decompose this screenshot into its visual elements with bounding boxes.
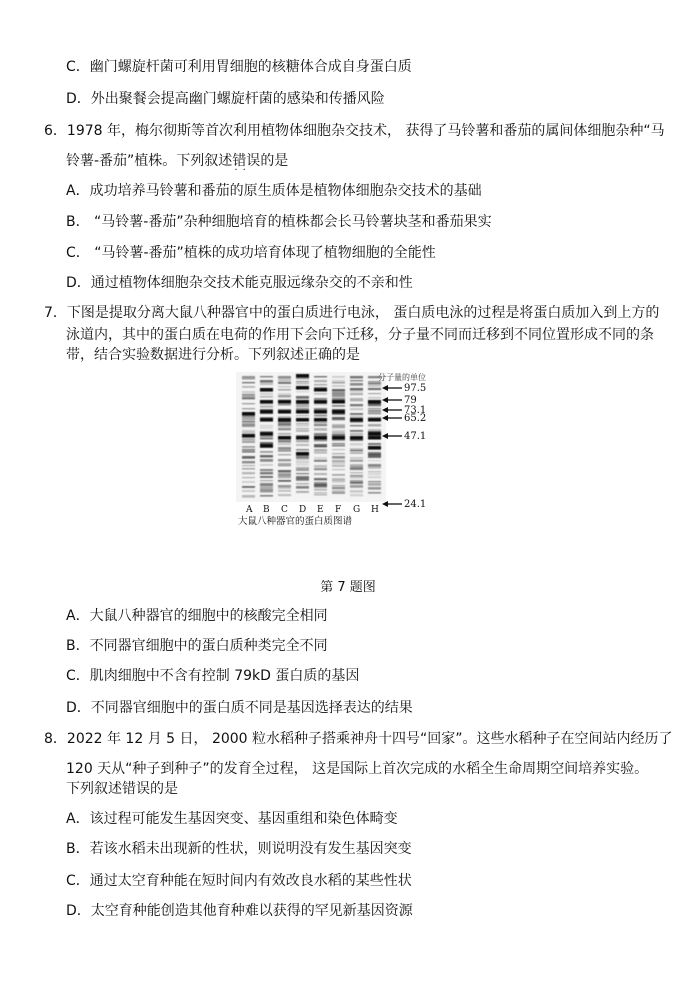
gel-band: [242, 391, 255, 393]
gel-band: [242, 495, 255, 498]
gel-band: [278, 454, 291, 455]
gel-band: [242, 451, 255, 453]
gel-band: [278, 477, 291, 479]
gel-band: [278, 428, 291, 430]
gel-band: [242, 490, 255, 492]
gel-band-strong: [368, 432, 381, 436]
gel-band: [332, 474, 345, 476]
gel-band: [368, 429, 381, 431]
gel-band: [242, 446, 255, 448]
gel-band: [350, 475, 363, 477]
gel-band: [332, 376, 345, 378]
marker-label: 97.5: [404, 383, 427, 394]
gel-band: [368, 492, 381, 494]
gel-band: [278, 494, 291, 496]
gel-band: [332, 398, 345, 400]
gel-band: [278, 443, 291, 445]
gel-band: [368, 443, 381, 445]
gel-band: [314, 482, 327, 484]
gel-band-strong: [260, 400, 273, 404]
q8-option-b: B．若该水稻未出现新的性状，则说明没有发生基因突变: [66, 841, 412, 857]
gel-band-strong: [314, 400, 327, 404]
gel-band-strong: [368, 400, 381, 404]
gel-band-strong: [332, 436, 345, 440]
gel-band: [368, 481, 381, 482]
q6-option-a: A．成功培养马铃薯和番茄的原生质体是植物体细胞杂交技术的基础: [66, 183, 482, 199]
marker-arrow: [388, 388, 402, 504]
gel-band: [332, 389, 345, 392]
gel-band-strong: [314, 388, 327, 392]
gel-band: [332, 405, 345, 407]
gel-band: [278, 386, 291, 387]
gel-band: [296, 444, 309, 446]
gel-band: [368, 383, 381, 384]
gel-band: [242, 382, 255, 383]
gel-band: [350, 408, 363, 410]
gel-band: [242, 430, 255, 432]
gel-band: [350, 404, 363, 406]
gel-band: [242, 472, 255, 474]
gel-band: [278, 463, 291, 465]
gel-band: [332, 465, 345, 467]
gel-band: [368, 456, 381, 458]
marker-label: 73.1: [404, 405, 427, 416]
gel-band: [242, 386, 255, 388]
gel-band-strong: [314, 418, 327, 422]
q8-stem-line1: 8．2022 年 12 月 5 日， 2000 粒水稻种子搭乘神舟十四号“回家”。这些水稻种子在空间站内经历了: [44, 731, 673, 747]
gel-band-strong: [296, 436, 309, 440]
gel-band: [332, 485, 345, 486]
gel-band-strong: [332, 410, 345, 414]
gel-band: [242, 461, 255, 463]
gel-band: [278, 423, 291, 426]
gel-band: [332, 392, 345, 394]
gel-band: [260, 469, 273, 471]
gel-band: [296, 476, 309, 478]
q7-option-c: C．肌肉细胞中不含有控制 79kD 蛋白质的基因: [66, 668, 360, 684]
gel-band-strong: [314, 410, 327, 414]
gel-band: [332, 419, 345, 420]
gel-band: [314, 460, 327, 462]
gel-band: [278, 382, 291, 384]
gel-band: [332, 492, 345, 494]
q6-stem-text: 铃薯-番茄”植株。下列叙述: [66, 153, 233, 169]
gel-band: [260, 442, 273, 444]
gel-band: [368, 471, 381, 472]
q5-option-d: D．外出聚餐会提高幽门螺旋杆菌的感染和传播风险: [66, 91, 385, 107]
q6-stem-line1: 6．1978 年，梅尔彻斯等首次利用植物体细胞杂交技术， 获得了马铃薯和番茄的属间体细胞杂种“马: [44, 123, 665, 139]
gel-band: [278, 487, 291, 489]
gel-band: [296, 461, 309, 463]
marker-label: 47.1: [404, 431, 427, 442]
gel-unit-label: 分子量的单位: [378, 373, 426, 382]
gel-band: [350, 393, 363, 395]
gel-band: [314, 473, 327, 475]
gel-band-strong: [350, 418, 363, 422]
lane-labels: [245, 505, 379, 515]
gel-band: [368, 483, 381, 486]
gel-band: [350, 452, 363, 454]
lane-label: H: [371, 505, 379, 515]
gel-band: [314, 446, 327, 447]
gel-band: [332, 480, 345, 483]
electrophoresis-gel-figure: [236, 372, 427, 528]
gel-band: [314, 404, 327, 405]
marker-label: 79: [404, 395, 417, 406]
gel-band: [278, 393, 291, 395]
gel-band-strong: [242, 434, 255, 438]
gel-band: [332, 396, 345, 398]
gel-band: [278, 465, 291, 466]
gel-band: [350, 460, 363, 462]
gel-band: [332, 487, 345, 489]
gel-band-strong: [260, 418, 273, 422]
gel-background: [236, 372, 386, 502]
gel-band: [368, 466, 381, 469]
gel-band: [242, 449, 255, 451]
q7-stem-line1: 7．下图是提取分离大鼠八种器官中的蛋白质进行电泳， 蛋白质电泳的过程是将蛋白质加入到上方的: [44, 305, 660, 321]
gel-band: [260, 476, 273, 478]
gel-band-strong: [296, 386, 309, 390]
gel-band: [260, 438, 273, 439]
gel-band: [314, 393, 327, 395]
gel-band: [350, 398, 363, 400]
gel-band-strong: [260, 410, 273, 414]
lane-label: C: [281, 505, 288, 515]
gel-band: [368, 410, 381, 412]
gel-band: [242, 481, 255, 483]
gel-band: [296, 469, 309, 471]
lane-label: G: [353, 505, 361, 515]
lane-label: D: [299, 505, 307, 515]
gel-band: [260, 393, 273, 395]
marker-label: 24.1: [404, 499, 427, 510]
gel-band: [260, 406, 273, 407]
gel-band: [350, 485, 363, 488]
q6-option-b: B． “马铃薯-番茄”杂种细胞培育的植株都会长马铃薯块茎和番茄果实: [66, 214, 492, 230]
gel-band: [332, 385, 345, 387]
gel-band: [242, 398, 255, 399]
gel-band: [242, 486, 255, 488]
gel-band: [314, 492, 327, 494]
gel-band: [350, 457, 363, 459]
gel-band: [296, 425, 309, 426]
gel-band: [260, 487, 273, 489]
gel-band-strong: [296, 374, 309, 378]
gel-band: [314, 457, 327, 460]
gel-band: [368, 454, 381, 456]
gel-band: [260, 485, 273, 487]
gel-band-strong: [296, 410, 309, 414]
gel-band: [368, 393, 381, 394]
gel-band: [260, 491, 273, 493]
gel-band: [296, 378, 309, 379]
q7-stem-line2: 泳道内，其中的蛋白质在电荷的作用下会向下迁移，分子量不同而迁移到不同位置形成不同的条: [66, 327, 654, 343]
gel-band: [368, 487, 381, 490]
gel-band: [296, 423, 309, 424]
gel-band: [296, 428, 309, 429]
gel-band: [296, 449, 309, 451]
gel-band: [314, 380, 327, 382]
gel-band: [314, 424, 327, 426]
gel-band: [368, 476, 381, 478]
gel-band: [332, 443, 345, 444]
gel-band: [332, 456, 345, 459]
gel-band: [314, 486, 327, 488]
gel-band: [314, 478, 327, 480]
gel-band: [260, 384, 273, 385]
gel-band-strong: [242, 412, 255, 416]
gel-band: [278, 440, 291, 442]
q6-option-c: C． “马铃薯-番茄”植株的成功培育体现了植物细胞的全能性: [66, 245, 436, 261]
gel-band: [314, 494, 327, 495]
gel-band: [332, 460, 345, 462]
gel-band: [278, 376, 291, 379]
gel-band: [314, 465, 327, 467]
gel-band-strong: [260, 444, 273, 448]
gel-band-strong: [350, 436, 363, 440]
gel-band: [296, 440, 309, 442]
gel-band: [314, 433, 327, 435]
gel-band: [350, 490, 363, 493]
gel-band: [242, 425, 255, 427]
gel-band: [368, 388, 381, 390]
gel-band: [350, 464, 363, 466]
gel-band-strong: [314, 436, 327, 440]
gel-band: [314, 376, 327, 377]
gel-band: [242, 468, 255, 470]
gel-band: [296, 405, 309, 407]
gel-band: [278, 490, 291, 492]
gel-band-strong: [368, 436, 381, 440]
gel-band: [278, 426, 291, 427]
gel-band: [314, 428, 327, 431]
gel-band: [242, 394, 255, 396]
gel-band: [350, 380, 363, 381]
gel-band: [350, 416, 363, 418]
gel-band: [278, 450, 291, 452]
gel-band-strong: [296, 452, 309, 456]
q6-stem-line2: [66, 152, 288, 170]
marker-label: 65.2: [404, 413, 427, 424]
gel-band: [278, 379, 291, 382]
gel-band: [278, 470, 291, 472]
gel-band: [296, 491, 309, 493]
q8-option-d: D．太空育种能创造其他育种难以获得的罕见新基因资源: [66, 903, 413, 919]
q8-stem-line2: 120 天从“种子到种子”的发育全过程， 这是国际上首次完成的水稻全生命周期空间培养实验。: [66, 761, 649, 777]
gel-band-strong: [296, 418, 309, 422]
gel-band: [278, 395, 291, 397]
gel-band: [260, 396, 273, 398]
gel-band: [260, 427, 273, 429]
gel-band-strong: [278, 410, 291, 414]
gel-band: [242, 378, 255, 380]
gel-band: [278, 404, 291, 405]
q8-option-c: C．通过太空育种能在短时间内有效改良水稻的某些性状: [66, 873, 412, 889]
gel-band: [350, 433, 363, 435]
q7-stem-line3: 带，结合实验数据进行分析。下列叙述正确的是: [66, 347, 360, 363]
gel-band: [332, 453, 345, 454]
gel-band: [368, 404, 381, 406]
gel-band: [314, 398, 327, 400]
gel-band: [260, 472, 273, 474]
gel-band: [350, 443, 363, 446]
gel-band: [368, 424, 381, 427]
gel-band: [332, 445, 345, 446]
gel-figure-title: 大鼠八种器官的蛋白质图谱: [238, 516, 353, 527]
gel-band: [350, 376, 363, 378]
gel-band: [242, 396, 255, 398]
gel-band: [350, 425, 363, 426]
lane-label: E: [317, 505, 324, 515]
gel-band: [350, 468, 363, 470]
gel-band: [260, 495, 273, 497]
gel-band: [296, 381, 309, 382]
gel-band: [314, 489, 327, 490]
gel-band: [350, 413, 363, 415]
gel-band: [278, 389, 291, 391]
gel-band: [314, 415, 327, 417]
gel-band: [368, 412, 381, 414]
lane-label: B: [263, 505, 270, 515]
gel-band: [242, 376, 255, 378]
gel-band: [242, 441, 255, 443]
gel-band: [296, 415, 309, 416]
gel-band: [278, 459, 291, 461]
gel-band: [296, 473, 309, 474]
gel-band: [368, 408, 381, 409]
gel-band: [260, 451, 273, 453]
gel-band: [260, 455, 273, 457]
gel-band: [350, 450, 363, 451]
gel-band: [278, 485, 291, 487]
gel-band: [260, 480, 273, 481]
gel-band: [296, 430, 309, 432]
q8-option-a: A．该过程可能发生基因突变、基因重组和染色体畸变: [66, 811, 398, 827]
figure-caption: 第 7 题图: [320, 580, 376, 595]
lane-label: F: [335, 505, 342, 515]
gel-band: [242, 432, 255, 434]
q8-stem-line3: 下列叙述错误的是: [66, 781, 178, 797]
gel-band: [350, 383, 363, 386]
gel-band: [260, 425, 273, 426]
gel-band: [296, 464, 309, 466]
gel-band: [242, 421, 255, 422]
lane-label: A: [246, 505, 253, 515]
gel-band-strong: [332, 400, 345, 404]
gel-band: [314, 468, 327, 470]
q7-option-a: A．大鼠八种器官的细胞中的核酸完全相同: [66, 608, 328, 624]
gel-band-strong: [278, 400, 291, 404]
gel-band: [350, 430, 363, 432]
gel-band-strong: [368, 418, 381, 422]
gel-band: [296, 458, 309, 460]
gel-band: [314, 449, 327, 451]
gel-band-strong: [368, 446, 381, 450]
gel-band: [278, 447, 291, 450]
gel-band: [368, 397, 381, 399]
gel-band-strong: [296, 400, 309, 404]
gel-band-strong: [278, 436, 291, 440]
gel-band: [332, 463, 345, 464]
gel-band: [368, 473, 381, 475]
gel-band: [260, 376, 273, 377]
gel-band: [242, 456, 255, 459]
gel-band: [278, 480, 291, 482]
gel-band: [260, 459, 273, 462]
gel-band: [350, 482, 363, 484]
q6-stem-end: 的是: [260, 153, 289, 169]
gel-band: [350, 494, 363, 496]
q5-option-c: C．幽门螺旋杆菌可利用胃细胞的核糖体合成自身蛋白质: [66, 59, 412, 75]
gel-band: [260, 380, 273, 382]
gel-band: [332, 380, 345, 381]
gel-band: [350, 390, 363, 392]
gel-band: [242, 465, 255, 466]
gel-band: [314, 422, 327, 423]
gel-band: [296, 478, 309, 481]
gel-band: [332, 417, 345, 419]
gel-band: [242, 438, 255, 441]
gel-band: [296, 483, 309, 485]
q6-option-d: D．通过植物体细胞杂交技术能克服远缘杂交的不亲和性: [66, 275, 413, 291]
gel-band: [314, 452, 327, 454]
gel-band: [260, 464, 273, 466]
gel-band: [332, 426, 345, 428]
gel-band: [332, 449, 345, 450]
gel-band: [350, 477, 363, 478]
gel-band: [350, 388, 363, 390]
gel-band: [278, 416, 291, 418]
gel-band: [332, 469, 345, 470]
gel-band-strong: [260, 388, 273, 392]
gel-band: [242, 416, 255, 418]
gel-band: [242, 477, 255, 478]
q6-emphasis-word: 错误 · ·: [232, 152, 260, 170]
q7-option-d: D．不同器官细胞中的蛋白质不同是基因选择表达的结果: [66, 700, 413, 716]
gel-band-strong: [260, 432, 273, 436]
gel-band: [296, 383, 309, 384]
gel-band: [350, 400, 363, 401]
gel-band: [332, 382, 345, 383]
gel-band: [242, 408, 255, 410]
gel-band: [242, 418, 255, 420]
gel-band-strong: [278, 418, 291, 422]
gel-band: [296, 396, 309, 399]
gel-band: [242, 403, 255, 404]
gel-band: [278, 433, 291, 435]
gel-band: [368, 460, 381, 461]
gel-band: [368, 385, 381, 387]
gel-band: [314, 384, 327, 385]
gel-band: [296, 391, 309, 392]
gel-band: [296, 486, 309, 489]
q7-option-b: B．不同器官细胞中的蛋白质种类完全不同: [66, 638, 328, 654]
gel-band: [350, 472, 363, 474]
